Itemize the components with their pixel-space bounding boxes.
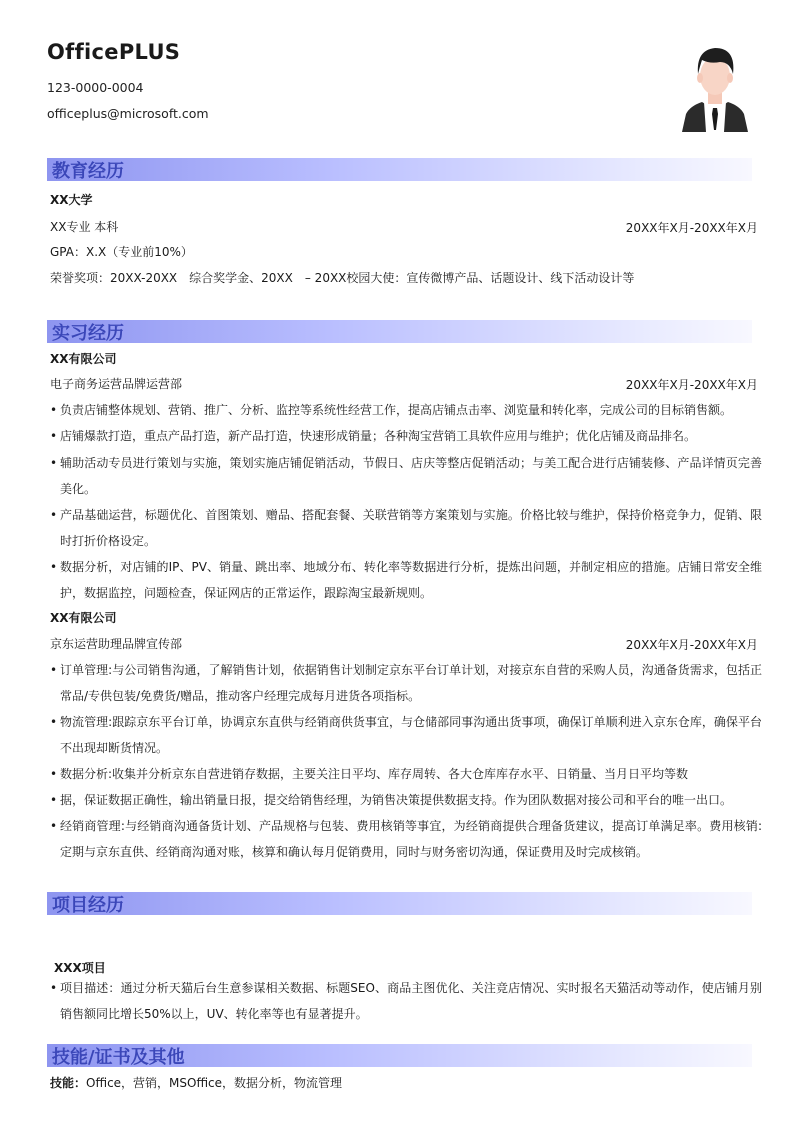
- project-name: XXX项目: [54, 961, 106, 975]
- education-date: 20XX年X月-20XX年X月: [625, 221, 758, 235]
- job-bullet: • 数据分析:收集并分析京东自营进销存数据，主要关注日平均、库存周转、各大仓库库存水平、日销量、当月日平均等数: [50, 761, 762, 787]
- job-bullet: • 产品基础运营，标题优化、首图策划、赠品、搭配套餐、关联营销等方案策划与实施。价格比较与维护，保持价格竞争力，促销、限时打折价格设定。: [50, 502, 762, 554]
- project-section-header: [47, 892, 752, 915]
- job-bullet: • 店铺爆款打造，重点产品打造，新产品打造，快速形成销量；各种淘宝营销工具软件应用与维护；优化店铺及商品排名。: [50, 423, 762, 449]
- candidate-name: OfficePLUS: [47, 40, 181, 64]
- job-bullet: • 负责店铺整体规划、营销、推广、分析、监控等系统性经营工作，提高店铺点击率、浏览量和转化率，完成公司的目标销售额。: [50, 397, 762, 423]
- skills-label: 技能：: [50, 1076, 87, 1090]
- job-company: XX有限公司: [50, 352, 117, 366]
- job-bullet: • 订单管理:与公司销售沟通，了解销售计划，依据销售计划制定京东平台订单计划，对接京东自营的采购人员，沟通备货需求，包括正常品/专供包装/免费货/赠品，推动客户经理完成每月进货各项指标。: [50, 657, 762, 709]
- job-bullet: • 经销商管理:与经销商沟通备货计划、产品规格与包装、费用核销等事宜，为经销商提供合理备货建议，提高订单满足率。费用核销:定期与京东直供、经销商沟通对账，核算和确认每月促销费用，同时与财务密切沟通，保证费用及时完成核销。: [50, 813, 762, 865]
- internship-section-header: [47, 320, 752, 343]
- job-date: 20XX年X月-20XX年X月: [625, 638, 758, 652]
- job-company: XX有限公司: [50, 611, 117, 625]
- skills-line: [50, 1075, 760, 1091]
- job-date: 20XX年X月-20XX年X月: [625, 378, 758, 392]
- job-bullet: • 辅助活动专员进行策划与实施，策划实施店铺促销活动，节假日、店庆等整店促销活动；与美工配合进行店铺装修、产品详情页完善美化。: [50, 450, 762, 502]
- male-avatar-icon: [680, 40, 750, 132]
- job-role: 电子商务运营品牌运营部: [50, 377, 183, 391]
- education-gpa: GPA：X.X（专业前10%）: [50, 245, 193, 259]
- email-address: officeplus@microsoft.com: [47, 106, 209, 121]
- phone-number: 123-0000-0004: [47, 80, 144, 95]
- skills-text: Office，营销，MSOffice，数据分析，物流管理: [86, 1076, 343, 1090]
- skills-section-header: [47, 1044, 752, 1067]
- education-section-header: [47, 158, 752, 181]
- job-bullet: • 物流管理:跟踪京东平台订单，协调京东直供与经销商供货事宜，与仓储部同事沟通出货事项，确保订单顺利进入京东仓库，确保平台不出现却断货情况。: [50, 709, 762, 761]
- job-bullet: • 据，保证数据正确性，输出销量日报，提交给销售经理，为销售决策提供数据支持。作为团队数据对接公司和平台的唯一出口。: [50, 787, 762, 813]
- education-title: 教育经历: [52, 161, 124, 182]
- project-title: 项目经历: [52, 895, 124, 916]
- education-major: XX专业 本科: [50, 220, 119, 234]
- education-honors: 荣誉奖项：20XX-20XX 综合奖学金、20XX – 20XX校园大使：宣传微博产品、话题设计、线下活动设计等: [50, 271, 635, 285]
- job-bullet: • 数据分析，对店铺的IP、PV、销量、跳出率、地域分布、转化率等数据进行分析，提炼出问题，并制定相应的措施。店铺日常安全维护，数据监控，问题检查，保证网店的正常运作，跟踪淘宝最新规则。: [50, 554, 762, 606]
- job-role: 京东运营助理品牌宣传部: [50, 637, 183, 651]
- skills-title: 技能/证书及其他: [52, 1047, 185, 1068]
- internship-title: 实习经历: [52, 323, 124, 344]
- education-school: XX大学: [50, 193, 93, 207]
- project-bullet: • 项目描述：通过分析天猫后台生意参谋相关数据、标题SEO、商品主图优化、关注竞店情况、实时报名天猫活动等动作，使店铺月别销售额同比增长50%以上，UV、转化率等也有显著提升。: [50, 975, 762, 1027]
